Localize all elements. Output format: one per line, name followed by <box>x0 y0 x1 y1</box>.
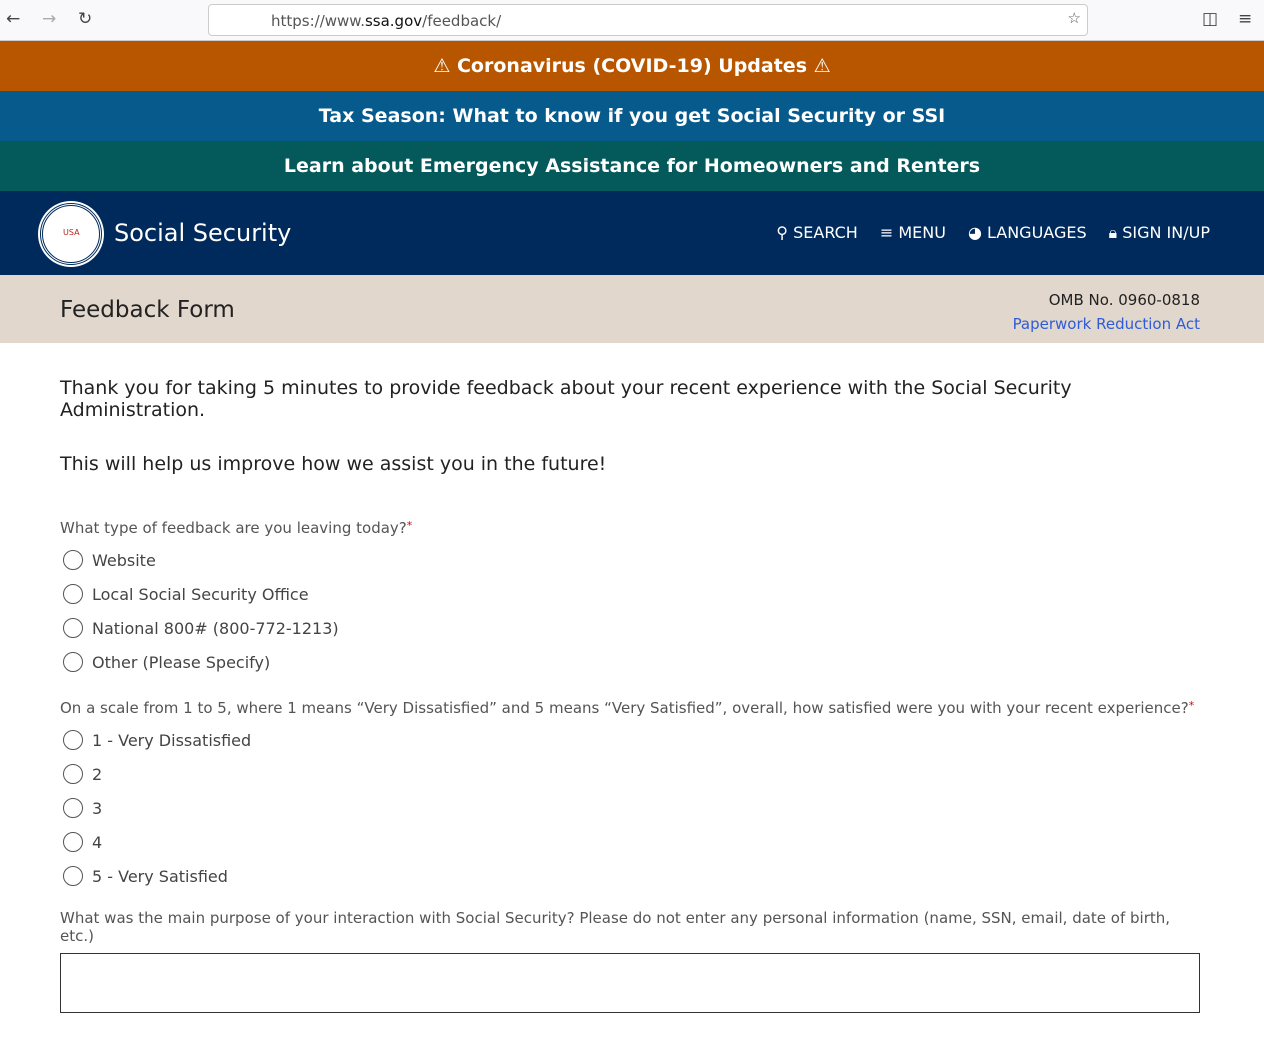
page-title: Feedback Form <box>60 297 235 323</box>
paperwork-link[interactable]: Paperwork Reduction Act <box>1012 315 1200 333</box>
radio-button[interactable] <box>63 652 83 672</box>
option-label: 5 - Very Satisfied <box>92 866 228 886</box>
radio-option[interactable] <box>60 577 1204 611</box>
required-mark: * <box>1188 699 1195 712</box>
page-title-bar <box>0 275 1264 343</box>
search-button[interactable]: ⚲ SEARCH <box>776 223 858 242</box>
seal-text: USA <box>63 228 80 237</box>
star-icon[interactable]: ☆ <box>1067 9 1081 27</box>
radio-option[interactable] <box>60 611 1204 645</box>
option-label: 2 <box>92 764 103 784</box>
brand-name[interactable]: Social Security <box>114 219 292 247</box>
option-label: National 800# (800-772-1213) <box>92 618 339 638</box>
back-icon[interactable]: ← <box>6 9 21 29</box>
radio-option[interactable] <box>60 723 1204 757</box>
option-label: Website <box>92 550 156 570</box>
radio-button[interactable] <box>63 866 83 886</box>
radio-option[interactable] <box>60 645 1204 679</box>
radio-button[interactable] <box>63 618 83 638</box>
radio-option[interactable] <box>60 825 1204 859</box>
menu-icon[interactable]: ≡ <box>1238 9 1253 29</box>
tax-banner[interactable] <box>0 91 1264 141</box>
radio-button[interactable] <box>63 550 83 570</box>
banner-text[interactable]: Learn about Emergency Assistance for Homeowners and Renters <box>283 155 981 177</box>
menu-button[interactable]: ≡ MENU <box>879 223 946 242</box>
radio-option[interactable] <box>60 543 1204 577</box>
sign-in-button[interactable]: 🔒︎ SIGN IN/UP <box>1108 223 1210 242</box>
radio-option[interactable] <box>60 791 1204 825</box>
radio-button[interactable] <box>63 730 83 750</box>
radio-button[interactable] <box>63 764 83 784</box>
ssa-seal-logo[interactable] <box>40 203 102 265</box>
radio-button[interactable] <box>63 798 83 818</box>
option-label: Other (Please Specify) <box>92 652 271 672</box>
radio-button[interactable] <box>63 832 83 852</box>
url-host: ssa.gov <box>364 12 423 30</box>
radio-option[interactable] <box>60 757 1204 791</box>
address-bar[interactable] <box>208 4 1088 36</box>
browser-toolbar <box>0 0 1264 41</box>
banner-text[interactable]: Tax Season: What to know if you get Social Security or SSI <box>318 105 946 127</box>
forward-icon[interactable]: → <box>42 9 57 29</box>
site-header <box>0 191 1264 275</box>
intro-text-2: This will help us improve how we assist you in the future! <box>60 453 607 475</box>
languages-button[interactable]: ◕ LANGUAGES <box>967 223 1087 242</box>
question-feedback-type: What type of feedback are you leaving today? <box>60 519 407 537</box>
radio-option[interactable] <box>60 859 1204 893</box>
radio-button[interactable] <box>63 584 83 604</box>
question-satisfaction: On a scale from 1 to 5, where 1 means “Very Dissatisfied” and 5 means “Very Satisfied”, overall, how satisfied were you with your recent experience? <box>60 699 1189 717</box>
reload-icon[interactable]: ↻ <box>78 9 93 29</box>
pocket-icon[interactable]: ◫ <box>1202 9 1219 29</box>
required-mark: * <box>406 519 413 532</box>
option-label: 3 <box>92 798 103 818</box>
option-label: 4 <box>92 832 103 852</box>
option-label: 1 - Very Dissatisfied <box>92 730 252 750</box>
url-prefix: https://www. <box>271 12 365 30</box>
option-label: Local Social Security Office <box>92 584 309 604</box>
url-path: /feedback/ <box>422 12 502 30</box>
question-purpose: What was the main purpose of your interaction with Social Security? Please do not enter any personal information (name, SSN, email, date of birth, etc.) <box>60 909 1171 945</box>
banner-text[interactable]: ⚠ Coronavirus (COVID-19) Updates ⚠ <box>433 55 831 77</box>
purpose-textarea[interactable] <box>60 953 1200 1013</box>
covid-banner[interactable] <box>0 41 1264 91</box>
assistance-banner[interactable] <box>0 141 1264 191</box>
omb-number: OMB No. 0960-0818 <box>1048 291 1200 309</box>
intro-text: Thank you for taking 5 minutes to provide feedback about your recent experience with the Social Security Administration. <box>60 377 1072 421</box>
